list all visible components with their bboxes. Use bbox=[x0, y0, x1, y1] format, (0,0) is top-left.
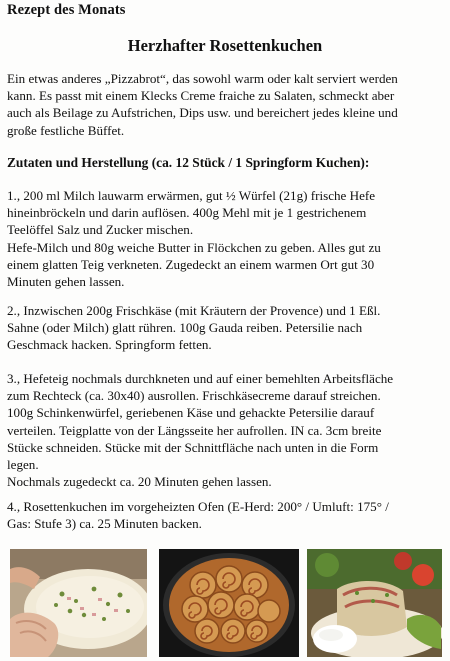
intro-line: auch als Beilage zu Aufstrichen, Dips usw. und bereichert jedes kleine und bbox=[7, 105, 398, 121]
ingredients-heading: Zutaten und Herstellung (ca. 12 Stück / 1 Springform Kuchen): bbox=[7, 155, 370, 170]
step-line: hineinbröckeln und darin auflösen. 400g Mehl mit je 1 gestrichenem bbox=[7, 205, 367, 221]
step-3 bbox=[7, 370, 443, 490]
step-line: Stücke schneiden. Stücke mit der Schnittfläche nach unten in die Form bbox=[7, 439, 379, 455]
intro-paragraph bbox=[7, 70, 443, 139]
step-line: 1., 200 ml Milch lauwarm erwärmen, gut ½ Würfel (21g) frische Hefe bbox=[7, 188, 376, 203]
step-line: Teelöffel Salz und Zucker mischen. bbox=[7, 222, 194, 238]
step-line: Minuten gehen lassen. bbox=[7, 274, 125, 290]
step-4 bbox=[7, 498, 443, 532]
step-line: 100g Schinkenwürfel, geriebenen Käse und gehackte Petersilie darauf bbox=[7, 405, 375, 421]
intro-line: große festliche Büffet. bbox=[7, 122, 125, 138]
page-header: Rezept des Monats bbox=[7, 2, 126, 18]
recipe-title: Herzhafter Rosettenkuchen bbox=[127, 36, 323, 55]
step-line: zum Rechteck (ca. 30x40) ausrollen. Frischkäsecreme darauf streichen. bbox=[7, 388, 381, 404]
photo-strip bbox=[10, 549, 442, 657]
step-2 bbox=[7, 302, 443, 354]
baked-cake-photo bbox=[159, 549, 299, 657]
step-line: legen. bbox=[7, 457, 39, 473]
step-line: einem glatten Teig verkneten. Zugedeckt an einem warmen Ort gut 30 bbox=[7, 256, 375, 272]
step-line: verteilen. Teigplatte von der Längsseite her aufrollen. IN ca. 3cm breite bbox=[7, 422, 382, 438]
step-line: Sahne (oder Milch) glatt rühren. 100g Gauda reiben. Petersilie nach bbox=[7, 320, 363, 336]
photo-served-piece-icon bbox=[307, 549, 442, 657]
step-line: 2., Inzwischen 200g Frischkäse (mit Kräutern der Provence) und 1 Eßl. bbox=[7, 303, 381, 318]
step-line: 3., Hefeteig nochmals durchkneten und auf einer bemehlten Arbeitsfläche bbox=[7, 371, 394, 386]
intro-line: kann. Es passt mit einem Klecks Creme fraiche zu Salaten, schmeckt aber bbox=[7, 88, 395, 104]
photo-baked-rosettenkuchen-icon bbox=[159, 549, 299, 657]
photo-rolling-dough-icon bbox=[10, 549, 147, 657]
served-piece-photo bbox=[307, 549, 442, 657]
intro-line: Ein etwas anderes „Pizzabrot“, das sowohl warm oder kalt serviert werden bbox=[7, 71, 398, 86]
step-line: Hefe-Milch und 80g weiche Butter in Flöckchen zu geben. Alles gut zu bbox=[7, 239, 381, 255]
step-line: Nochmals zugedeckt ca. 20 Minuten gehen lassen. bbox=[7, 474, 272, 490]
step-line: Geschmack hacken. Springform fetten. bbox=[7, 337, 212, 353]
step-line: Gas: Stufe 3) ca. 25 Minuten backen. bbox=[7, 516, 202, 532]
step-line: 4., Rosettenkuchen im vorgeheizten Ofen (E-Herd: 200° / Umluft: 175° / bbox=[7, 499, 389, 514]
step-1 bbox=[7, 187, 443, 290]
rolling-dough-photo bbox=[10, 549, 147, 657]
